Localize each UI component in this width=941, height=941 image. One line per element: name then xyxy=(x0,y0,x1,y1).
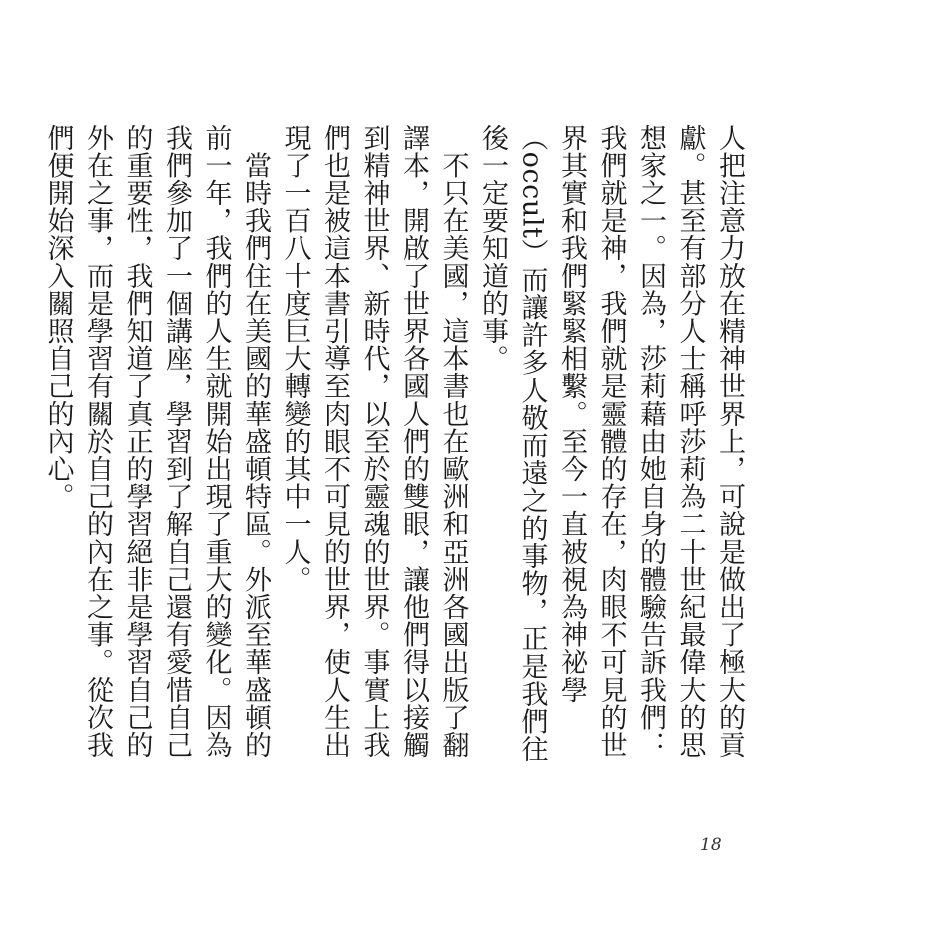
paragraph-2: 不只在美國，這本書也在歐洲和亞洲各國出版了翻譯本，開啟了世界各國人們的雙眼，讓他們得以接觸到精神世界、新時代，以至於靈魂的世界。事實上我們也是被這本書引導至肉眼不可見的世界，使人生出現了一百八十度巨大轉變的其中一人。 xyxy=(279,124,469,759)
paragraph-1: 人把注意力放在精神世界上，可說是做出了極大的貢獻。甚至有部分人士稱呼莎莉為二十世紀最偉大的思想家之一。因為，莎莉藉由她自身的體驗告訴我們：我們就是神，我們就是靈體的存在，肉眼不可見的世界其實和我們緊緊相繫。至今一直被視為神祕學（occult）而讓許多人敬而遠之的事物，正是我們往後一定要知道的事。 xyxy=(477,124,745,763)
vertical-text-body xyxy=(38,124,749,784)
page-number: 18 xyxy=(700,835,722,855)
paragraph-3: 當時我們住在美國的華盛頓特區。外派至華盛頓的前一年，我們的人生就開始出現了重大的變化。因為我們參加了一個講座，學習到了解自己還有愛惜自己的重要性，我們知道了真正的學習絕非是學習自己的外在之事，而是學習有關於自己的內在之事。從次我們便開始深入關照自己的內心。 xyxy=(42,124,271,759)
